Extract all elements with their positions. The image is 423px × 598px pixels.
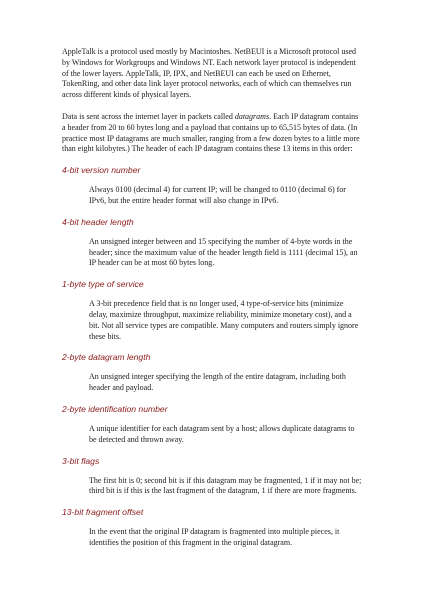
field-description-datagram-length: An unsigned integer specifying the length of the entire datagram, including both header and payload. [89, 372, 346, 393]
page-content [62, 47, 362, 549]
field-heading-flags: 3-bit flags [62, 455, 100, 466]
field-description-header-length: An unsigned integer between and 15 specifying the number of 4-byte words in the header; since the maximum value of the header length field is 1111 (decimal 15), an IP header can be at most 60 bytes long. [89, 236, 358, 268]
field-heading-fragment-offset: 13-bit fragment offset [62, 507, 144, 518]
field-description-version: Always 0100 (decimal 4) for current IP; will be changed to 0110 (decimal 6) for IPv6, but the entire header format will also change in IPv6. [89, 185, 346, 205]
intro-paragraph-2 [62, 112, 362, 155]
intro-paragraph-2-start: Data is sent across the internet layer in packets called [62, 111, 235, 121]
field-heading-type-of-service: 1-byte type of service [62, 279, 144, 290]
field-heading-datagram-length: 2-byte datagram length [62, 352, 151, 363]
field-description-identification-number: A unique identifier for each datagram sent by a host; allows duplicate datagrams to be detected and thrown away. [89, 423, 355, 444]
intro-paragraph-1: AppleTalk is a protocol used mostly by Macintoshes. NetBEUI is a Microsoft protocol used by Windows for Workgroups and Windows NT. Each network layer protocol is independent of the lower layers. AppleTalk, IP, IPX, and NetBEUI can each be used on Ethernet, TokenRing, and other data link layer protocol networks, each of which can themselves run across different kinds of physical layers. [62, 47, 357, 100]
intro-paragraph-2-end: . Each IP datagram contains a header from 20 to 60 bytes long and a payload that contains up to 65,515 bytes of data. (In practice most IP datagrams are much smaller, ranging from a few dozen bytes to a little more than eight kilobytes.) The header of each IP datagram contains these 13 items in this order: [62, 111, 360, 154]
field-description-fragment-offset: In the event that the original IP datagram is fragmented into multiple pieces, it identifies the position of this fragment in the original datagram. [89, 527, 340, 547]
field-heading-header-length: 4-bit header length [62, 216, 134, 227]
field-description-type-of-service: A 3-bit precedence field that is no longer used, 4 type-of-service bits (minimize delay, maximize throughput, maximize reliability, minimize monetary cost), and a bit. Not all service types are compatible. Many computers and routers simply ignore these bits. [89, 299, 359, 341]
field-heading-identification-number: 2-byte identification number [62, 403, 168, 414]
datagrams-term: datagrams [234, 111, 270, 121]
field-description-flags: The first bit is 0; second bit is if this datagram may be fragmented, 1 if it may not be; third bit is if this is the last fragment of the datagram, 1 if there are more fragments. [89, 475, 362, 496]
field-heading-version: 4-bit version number [62, 165, 141, 176]
